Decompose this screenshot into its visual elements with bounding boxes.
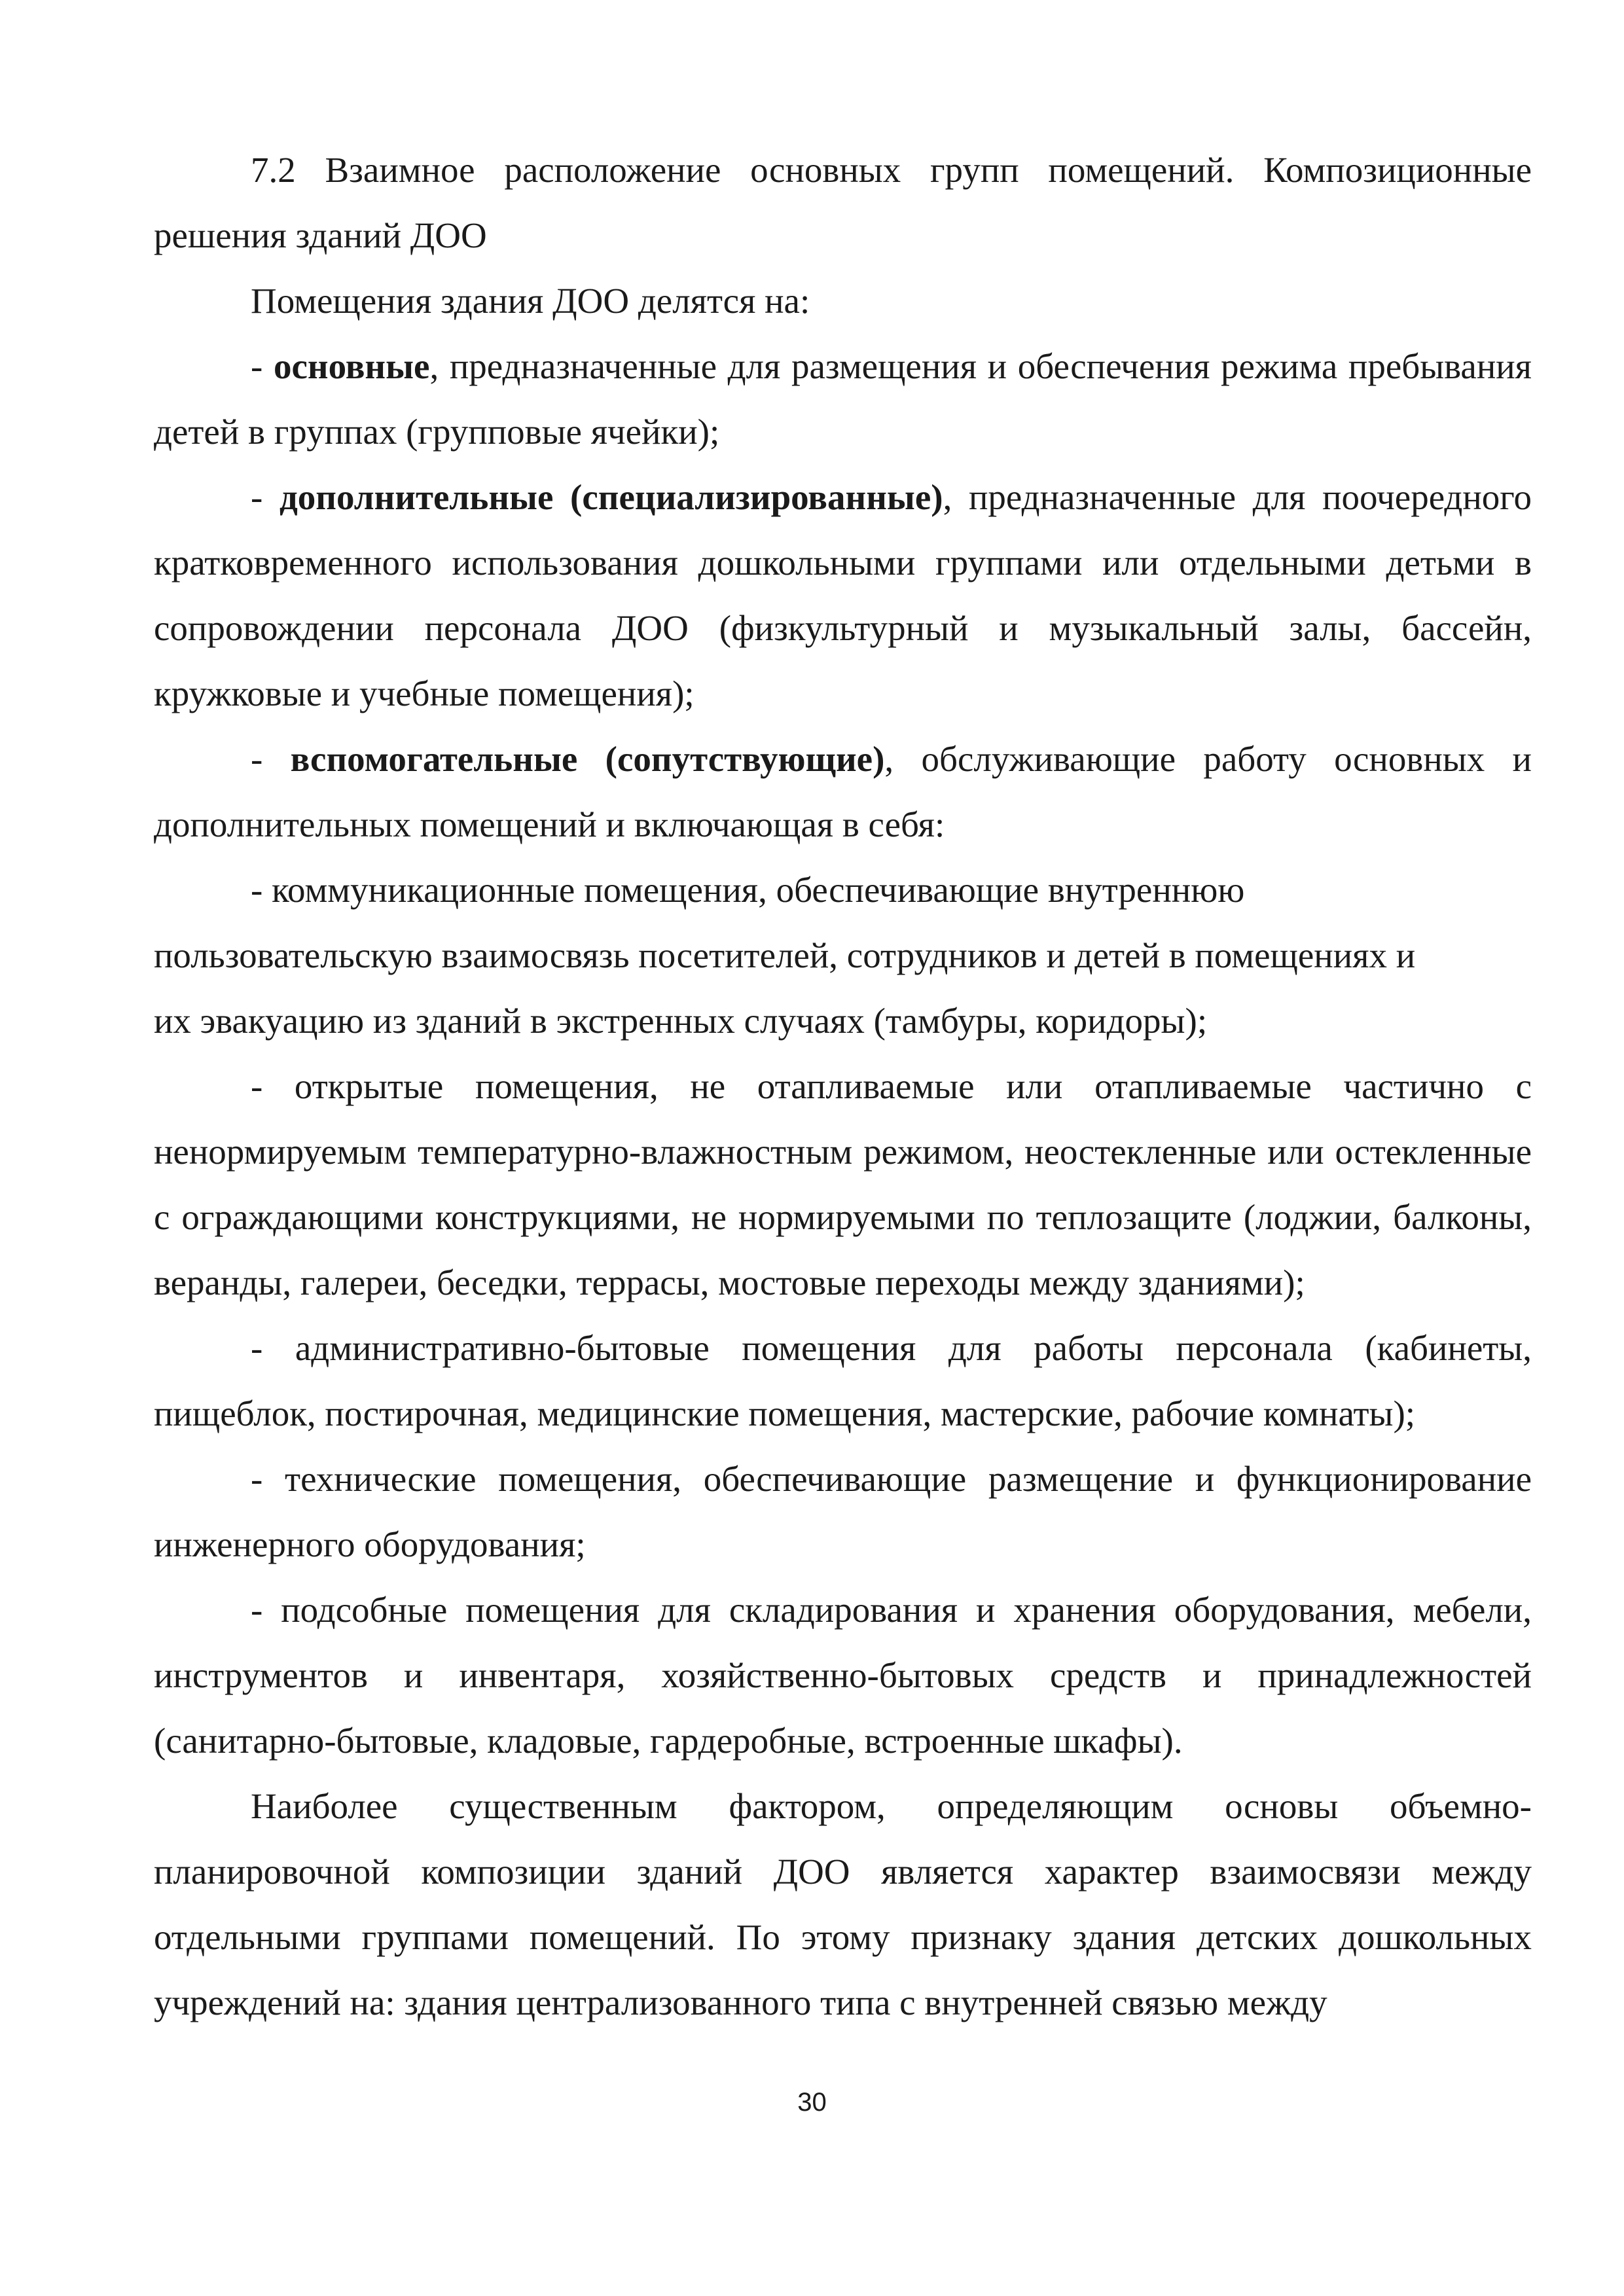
list-item-technical-rooms: - технические помещения, обеспечивающие размещение и функционирование инженерного оборудования; [154,1459,1532,1564]
section-heading: 7.2 Взаимное расположение основных групп помещений. Композиционные решения зданий ДОО [154,150,1532,255]
list-dash: - [251,739,291,779]
list-item-additional-rooms [154,465,1532,726]
conclusion-paragraph: Наиболее существенным фактором, определяющим основы объемно-планировочной композиции зданий ДОО является характер взаимосвязи между отдельными группами помещений. По этому признаку здания детских дошкольных учреждений на: здания централизованного типа с внутренней связью между [154,1786,1532,2022]
list-item-communication-rooms [154,857,1532,1054]
term-additional: дополнительные (специализированные) [279,477,943,517]
list-dash: - [251,477,280,517]
term-auxiliary-description: , обслуживающие работу основных и дополнительных помещений и включающая в себя: [154,739,1532,844]
document-body [154,137,1532,2036]
list-item-auxiliary-rooms [154,726,1532,857]
communication-line-3: их эвакуацию из зданий в экстренных случаях (тамбуры, коридоры); [154,1001,1208,1041]
list-item-utility-rooms: - подсобные помещения для складирования и хранения оборудования, мебели, инструментов и инвентаря, хозяйственно-бытовых средств и принадлежностей (санитарно-бытовые, кладовые, гардеробные, встроенные шкафы). [154,1590,1532,1761]
term-main: основные [273,346,430,386]
term-additional-description: , предназначенные для поочередного кратковременного использования дошкольными группами или отдельными детьми в сопровождении персонала ДОО (физкультурный и музыкальный залы, бассейн, кружковые и учебные помещения); [154,477,1532,713]
term-main-description: , предназначенные для размещения и обеспечения режима пребывания детей в группах (групповые ячейки); [154,346,1532,452]
page-number: 30 [797,2088,827,2117]
list-item-admin-rooms: - административно-бытовые помещения для работы персонала (кабинеты, пищеблок, постирочная, медицинские помещения, мастерские, рабочие комнаты); [154,1328,1532,1433]
term-auxiliary: вспомогательные (сопутствующие) [290,739,885,779]
list-item-open-rooms: - открытые помещения, не отапливаемые или отапливаемые частично с ненормируемым температурно-влажностным режимом, неостекленные или остекленные с ограждающими конструкциями, не нормируемыми по теплозащите (лоджии, балконы, веранды, галереи, беседки, террасы, мостовые переходы между зданиями); [154,1066,1532,1302]
communication-line-2: пользовательскую взаимосвязь посетителей, сотрудников и детей в помещениях и [154,935,1416,975]
communication-line-1: - коммуникационные помещения, обеспечивающие внутреннюю [251,870,1245,910]
list-dash: - [251,346,274,386]
intro-paragraph: Помещения здания ДОО делятся на: [251,281,810,321]
list-item-main-rooms [154,334,1532,465]
